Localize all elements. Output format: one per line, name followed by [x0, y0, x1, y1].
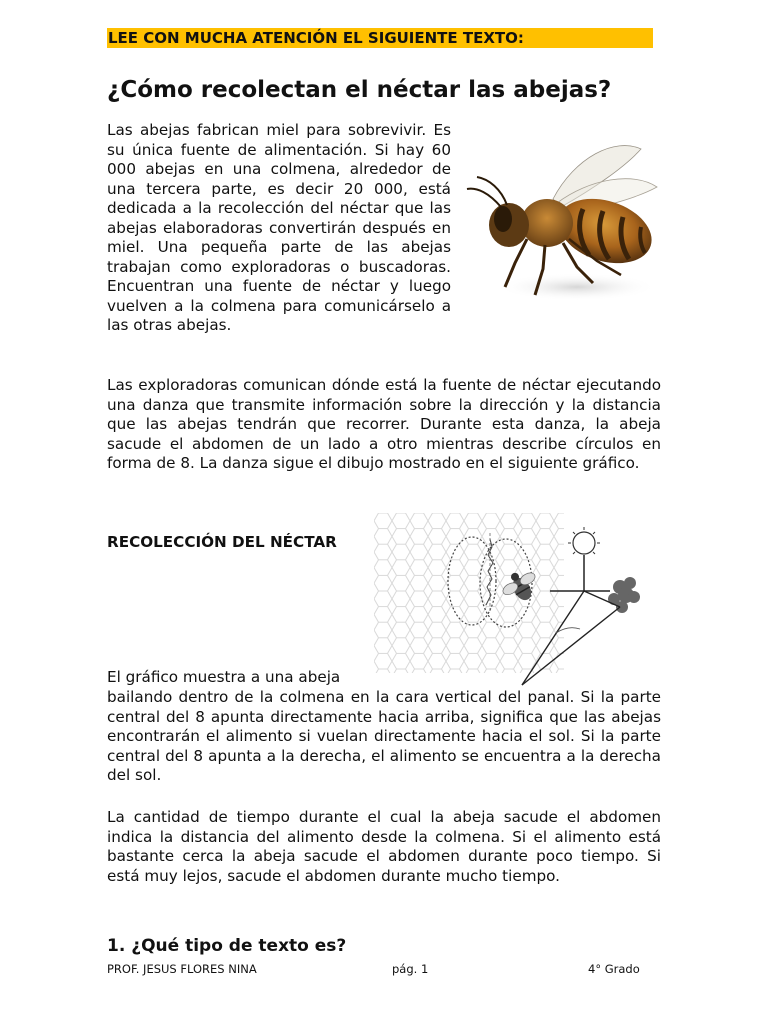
bee-photo — [465, 127, 661, 307]
footer-author: PROF. JESUS FLORES NINA — [107, 962, 257, 976]
intro-paragraph: Las abejas fabrican miel para sobrevivir. Es su única fuente de alimentación. Si hay 60 000 abejas en una colmena, alrededor de una tercera parte, es decir 20 000, está dedicada a la recolección del néctar que las abejas elaboradoras convertirán después en miel. Una pequeña parte de las abejas trabajan como exploradoras o buscadoras. Encuentran una fuente de néctar y luego vuelven a la colmena para comunicárselo a las otras abejas. — [107, 121, 451, 334]
section-heading: RECOLECCIÓN DEL NÉCTAR — [107, 533, 337, 551]
footer-page-number: pág. 1 — [392, 962, 429, 976]
bee-dance-diagram — [374, 513, 648, 691]
dance-paragraph: Las exploradoras comunican dónde está la fuente de néctar ejecutando una danza que transmite información sobre la dirección y la distancia que las abejas tendrán que recorrer. Durante esta danza, la abeja sacude el abdomen de un lado a otro mientras describe círculos en forma de 8. La danza sigue el dibujo mostrado en el siguiente gráfico. — [107, 376, 661, 472]
direction-paragraph: bailando dentro de la colmena en la cara vertical del panal. Si la parte central del 8 apunta directamente hacia arriba, significa que las abejas encontrarán el alimento si vuelan directamente hacia el sol. Si la parte central del 8 apunta a la derecha, el alimento se encuentra a la derecha del sol. — [107, 688, 661, 784]
intro-section — [107, 121, 661, 361]
distance-paragraph: La cantidad de tiempo durante el cual la abeja sacude el abdomen indica la distancia del alimento desde la colmena. Si el alimento está bastante cerca la abeja sacude el abdomen durante poco tiempo. Si está muy lejos, sacude el abdomen durante mucho tiempo. — [107, 808, 661, 885]
footer-grade: 4° Grado — [588, 962, 640, 976]
instruction-banner: LEE CON MUCHA ATENCIÓN EL SIGUIENTE TEXTO: — [107, 28, 653, 48]
page-title: ¿Cómo recolectan el néctar las abejas? — [107, 77, 612, 103]
graph-lead-text: El gráfico muestra a una abeja — [107, 668, 341, 686]
question-heading: 1. ¿Qué tipo de texto es? — [107, 936, 347, 956]
